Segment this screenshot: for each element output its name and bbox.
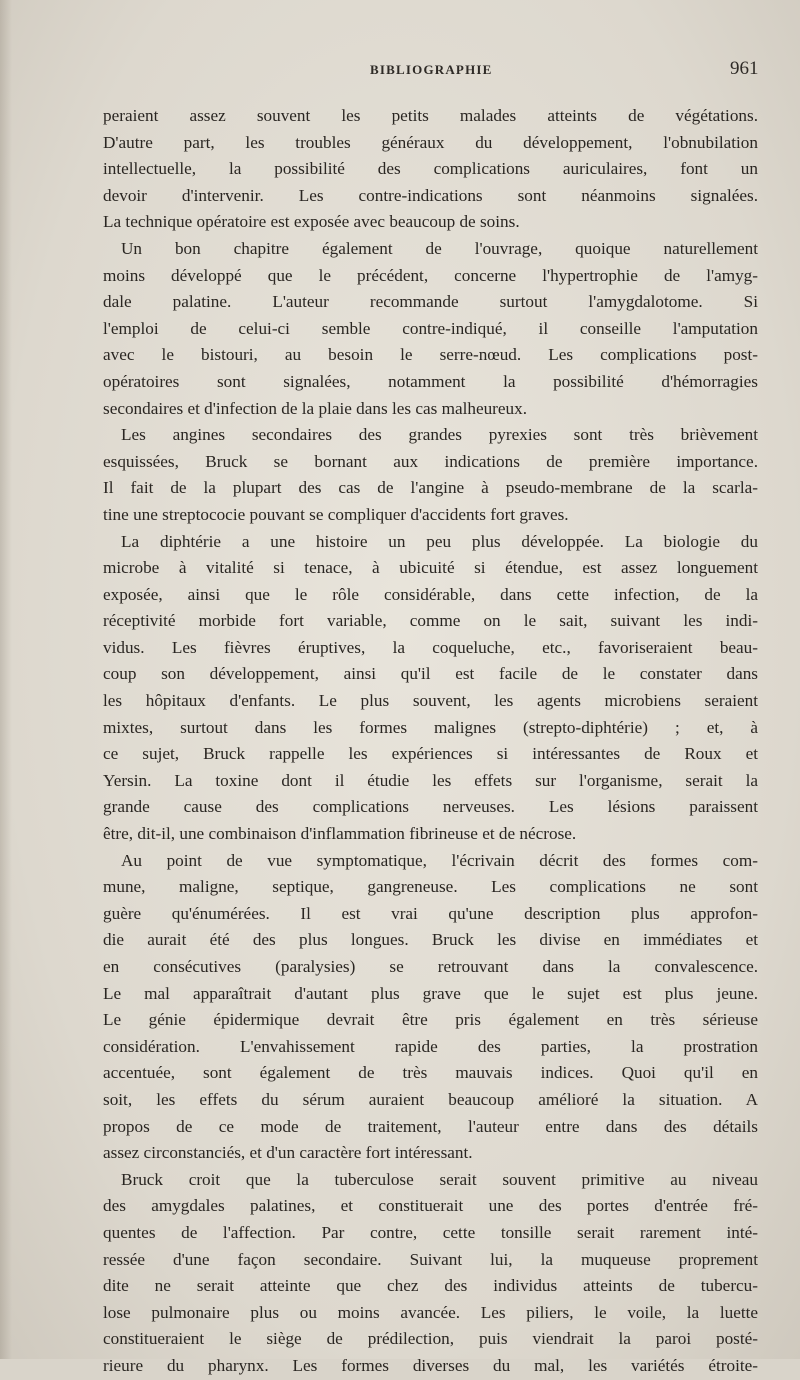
text-line: réceptivité morbide fort variable, comme on le sait, suivant les indi-	[103, 611, 758, 631]
text-line: constitueraient le siège de prédilection, puis viendrait la paroi posté-	[103, 1329, 758, 1349]
text-line: die aurait été des plus longues. Bruck les divise en immédiates et	[103, 930, 758, 950]
text-line: vidus. Les fièvres éruptives, la coqueluche, etc., favoriseraient beau-	[103, 637, 758, 657]
text-line: Le génie épidermique devrait être pris également en très sérieuse	[103, 1010, 758, 1030]
text-line: Au point de vue symptomatique, l'écrivain décrit des formes com-	[121, 850, 758, 870]
text-line: secondaires et d'infection de la plaie dans les cas malheureux.	[103, 398, 528, 418]
text-line: soit, les effets du sérum auraient beaucoup amélioré la situation. A	[103, 1089, 758, 1109]
text-line: Le mal apparaîtrait d'autant plus grave que le sujet est plus jeune.	[103, 983, 758, 1003]
text-line: considération. L'envahissement rapide des parties, la prostration	[103, 1036, 758, 1056]
running-title: BIBLIOGRAPHIE	[370, 62, 493, 77]
text-line: grande cause des complications nerveuses. Les lésions paraissent	[103, 797, 758, 817]
text-line: ressée d'une façon secondaire. Suivant lui, la muqueuse proprement	[103, 1249, 758, 1269]
text-line: microbe à vitalité si tenace, à ubicuité si étendue, est assez longuement	[103, 558, 758, 578]
text-line: Les angines secondaires des grandes pyrexies sont très brièvement	[121, 425, 758, 445]
text-line: des amygdales palatines, et constituerait une des portes d'entrée fré-	[103, 1196, 758, 1216]
text-line: dite ne serait atteinte que chez des individus atteints de tubercu-	[103, 1276, 758, 1296]
text-line: Bruck croit que la tuberculose serait souvent primitive au niveau	[121, 1169, 758, 1189]
text-line: rieure du pharynx. Les formes diverses du mal, les variétés étroite-	[103, 1355, 758, 1375]
body-text	[103, 103, 758, 1380]
page-edge-shadow	[0, 0, 12, 1359]
text-line: moins développé que le précédent, concerne l'hypertrophie de l'amyg-	[103, 265, 758, 285]
text-line: Il fait de la plupart des cas de l'angine à pseudo-membrane de la scarla-	[103, 478, 758, 498]
text-line: La technique opératoire est exposée avec beaucoup de soins.	[103, 212, 520, 232]
text-line: D'autre part, les troubles généraux du développement, l'obnubilation	[103, 132, 758, 152]
text-line: propos de ce mode de traitement, l'auteur entre dans des détails	[103, 1116, 758, 1136]
text-line: peraient assez souvent les petits malades atteints de végétations.	[103, 106, 758, 125]
text-line: les hôpitaux d'enfants. Le plus souvent, les agents microbiens seraient	[103, 691, 758, 711]
text-line: être, dit-il, une combinaison d'inflammation fibrineuse et de nécrose.	[103, 824, 577, 844]
page-number: 961	[730, 58, 759, 79]
text-line: devoir d'intervenir. Les contre-indications sont néanmoins signalées.	[103, 185, 758, 205]
text-line: La diphtérie a une histoire un peu plus développée. La biologie du	[121, 531, 758, 551]
text-line: avec le bistouri, au besoin le serre-nœud. Les complications post-	[103, 345, 758, 365]
text-line: l'emploi de celui-ci semble contre-indiqué, il conseille l'amputation	[103, 318, 758, 338]
text-line: ce sujet, Bruck rappelle les expériences si intéressantes de Roux et	[103, 744, 758, 764]
text-line: Un bon chapitre également de l'ouvrage, quoique naturellement	[121, 238, 758, 258]
text-line: assez circonstanciés, et d'un caractère fort intéressant.	[103, 1143, 473, 1163]
text-line: esquissées, Bruck se bornant aux indications de première importance.	[103, 451, 758, 471]
text-line: accentuée, sont également de très mauvais indices. Quoi qu'il en	[103, 1063, 758, 1083]
text-line: dale palatine. L'auteur recommande surtout l'amygdalotome. Si	[103, 292, 758, 312]
text-line: mixtes, surtout dans les formes malignes (strepto-diphtérie) ; et, à	[103, 717, 758, 737]
text-line: Yersin. La toxine dont il étudie les effets sur l'organisme, serait la	[103, 770, 758, 790]
text-line: exposée, ainsi que le rôle considérable, dans cette infection, de la	[103, 584, 758, 604]
text-line: en consécutives (paralysies) se retrouvant dans la convalescence.	[103, 957, 758, 976]
text-line: opératoires sont signalées, notamment la possibilité d'hémorragies	[103, 371, 758, 391]
text-line: intellectuelle, la possibilité des complications auriculaires, font un	[103, 159, 758, 179]
text-line: quentes de l'affection. Par contre, cette tonsille serait rarement inté-	[103, 1222, 758, 1242]
text-line: tine une streptococie pouvant se compliquer d'accidents fort graves.	[103, 504, 569, 524]
text-line: lose pulmonaire plus ou moins avancée. Les piliers, le voile, la luette	[103, 1302, 758, 1322]
text-line: guère qu'énumérées. Il est vrai qu'une description plus approfon-	[103, 903, 758, 923]
page-header	[0, 58, 800, 88]
text-line: coup son développement, ainsi qu'il est facile de le constater dans	[103, 664, 758, 684]
text-line: mune, maligne, septique, gangreneuse. Les complications ne sont	[103, 877, 758, 897]
